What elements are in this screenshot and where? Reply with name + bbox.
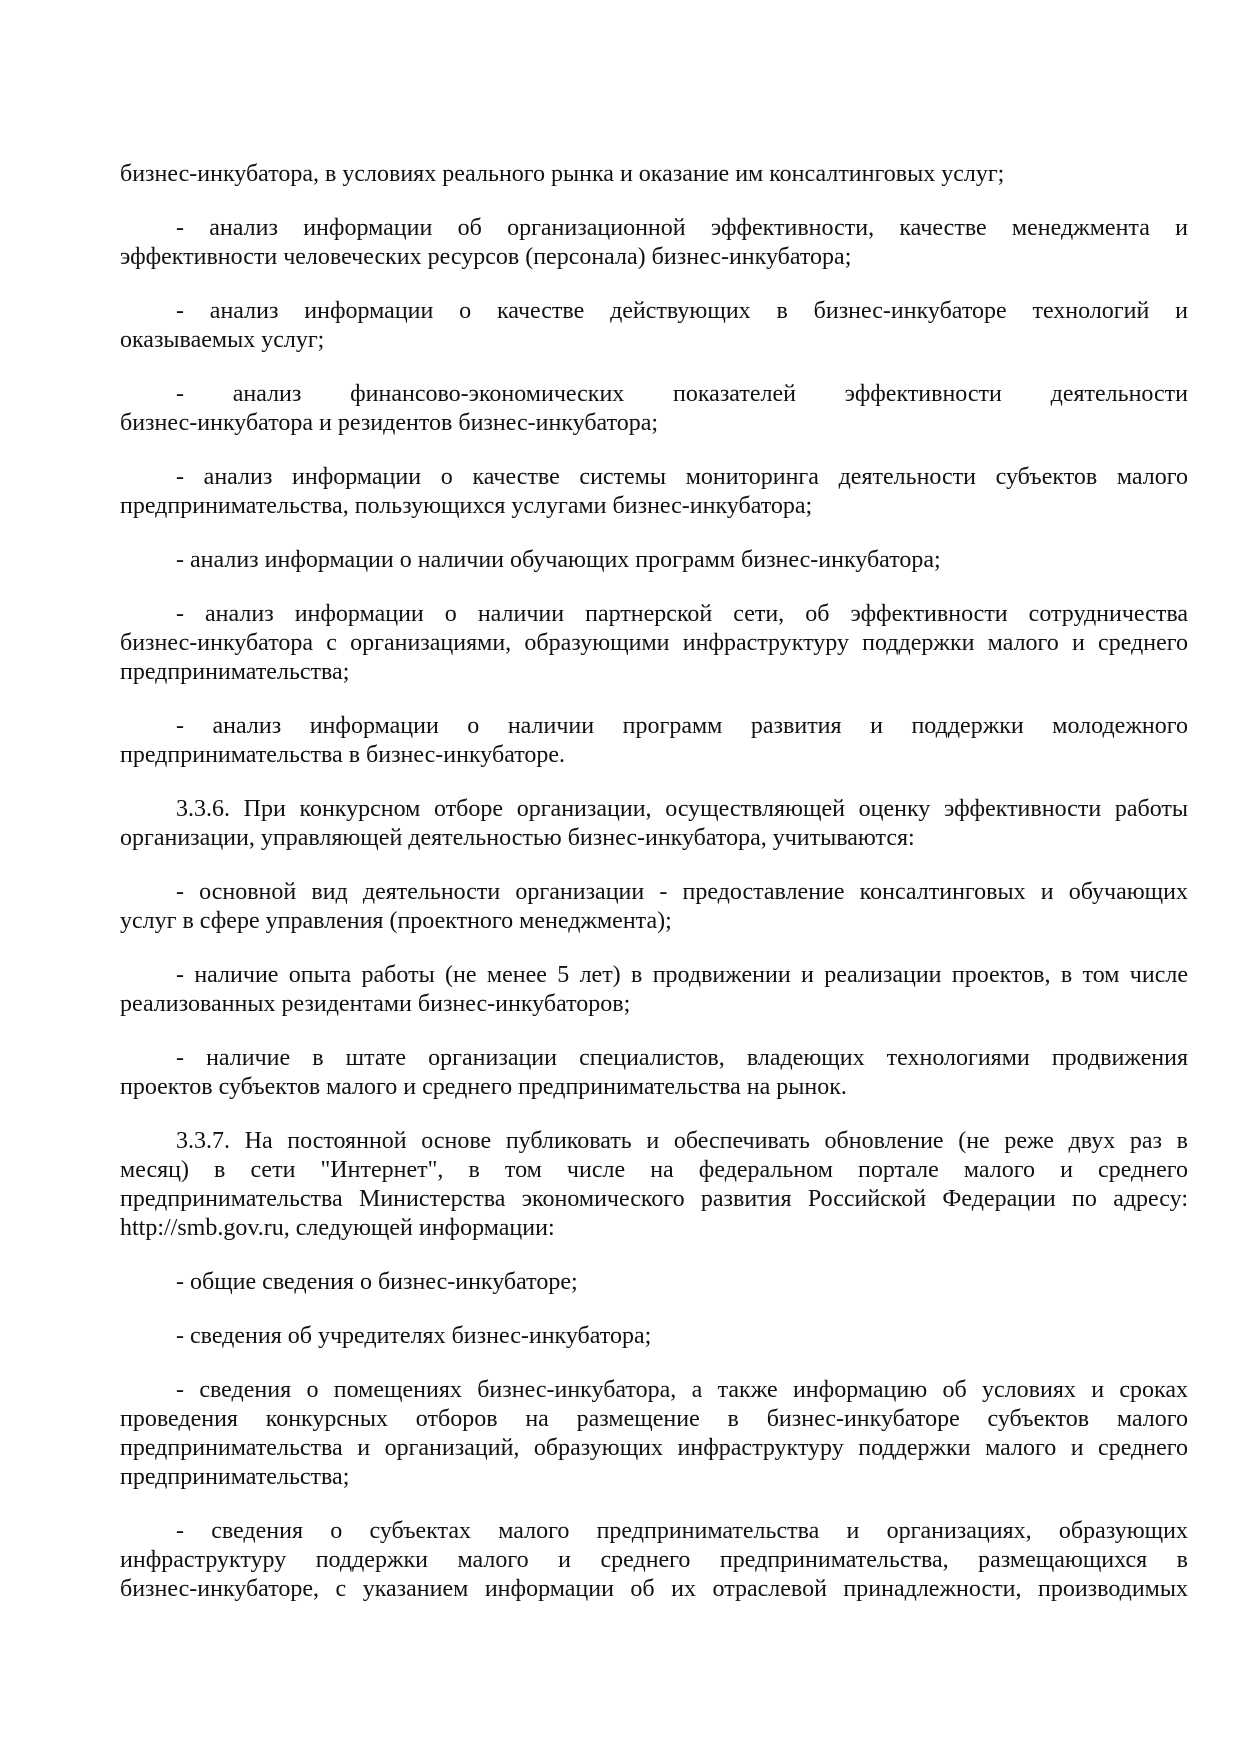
text-line: - анализ информации о качестве действующих в бизнес-инкубаторе технологий и (176, 298, 1188, 324)
paragraph (120, 380, 1188, 438)
text-line: месяц) в сети "Интернет", в том числе на федеральном портале малого и среднего (120, 1157, 1188, 1183)
paragraph (120, 712, 1188, 770)
paragraph (120, 160, 1188, 189)
text-line: предпринимательства, пользующихся услугами бизнес-инкубатора; (120, 493, 813, 519)
text-line: - сведения о субъектах малого предпринимательства и организациях, образующих (176, 1518, 1188, 1544)
text-line: предпринимательства; (120, 659, 350, 685)
paragraph (120, 1376, 1188, 1492)
text-line: - сведения о помещениях бизнес-инкубатора, а также информацию об условиях и сроках (176, 1377, 1188, 1403)
paragraph (120, 1127, 1188, 1243)
text-line: бизнес-инкубатора с организациями, образующими инфраструктуру поддержки малого и среднего (120, 630, 1188, 656)
paragraph (120, 463, 1188, 521)
paragraph (120, 961, 1188, 1019)
paragraph (120, 1322, 1188, 1351)
paragraph (120, 297, 1188, 355)
text-line: предпринимательства в бизнес-инкубаторе. (120, 742, 566, 768)
text-line: - анализ финансово-экономических показателей эффективности деятельности (176, 381, 1188, 407)
text-line: - основной вид деятельности организации - предоставление консалтинговых и обучающих (176, 879, 1188, 905)
text-line: - общие сведения о бизнес-инкубаторе; (176, 1269, 578, 1295)
text-line: - наличие опыта работы (не менее 5 лет) в продвижении и реализации проектов, в том числе (176, 962, 1188, 988)
text-line: http://smb.gov.ru, следующей информации: (120, 1215, 555, 1241)
text-line: предпринимательства; (120, 1464, 350, 1490)
paragraph (120, 1517, 1188, 1604)
paragraph (120, 1044, 1188, 1102)
text-line: 3.3.6. При конкурсном отборе организации, осуществляющей оценку эффективности работы (176, 796, 1188, 822)
text-line: организации, управляющей деятельностью бизнес-инкубатора, учитываются: (120, 825, 915, 851)
paragraph (120, 795, 1188, 853)
text-line: бизнес-инкубатора, в условиях реального рынка и оказание им консалтинговых услуг; (120, 161, 1005, 187)
document-page (120, 160, 1188, 1629)
text-line: - анализ информации о качестве системы мониторинга деятельности субъектов малого (176, 464, 1188, 490)
paragraph (120, 546, 1188, 575)
text-line: эффективности человеческих ресурсов (персонала) бизнес-инкубатора; (120, 244, 852, 270)
text-line: бизнес-инкубаторе, с указанием информации об их отраслевой принадлежности, производимых (120, 1576, 1188, 1602)
paragraph (120, 878, 1188, 936)
text-line: 3.3.7. На постоянной основе публиковать и обеспечивать обновление (не реже двух раз в (176, 1128, 1188, 1154)
paragraph (120, 1268, 1188, 1297)
text-line: инфраструктуру поддержки малого и среднего предпринимательства, размещающихся в (120, 1547, 1188, 1573)
text-line: оказываемых услуг; (120, 327, 325, 353)
text-line: - анализ информации о наличии обучающих программ бизнес-инкубатора; (176, 547, 941, 573)
text-line: - сведения об учредителях бизнес-инкубатора; (176, 1323, 652, 1349)
text-line: реализованных резидентами бизнес-инкубаторов; (120, 991, 631, 1017)
paragraph (120, 214, 1188, 272)
paragraph (120, 600, 1188, 687)
text-line: - анализ информации о наличии партнерской сети, об эффективности сотрудничества (176, 601, 1188, 627)
text-line: услуг в сфере управления (проектного менеджмента); (120, 908, 672, 934)
text-line: проведения конкурсных отборов на размещение в бизнес-инкубаторе субъектов малого (120, 1406, 1188, 1432)
text-line: предпринимательства и организаций, образующих инфраструктуру поддержки малого и среднего (120, 1435, 1188, 1461)
text-line: бизнес-инкубатора и резидентов бизнес-инкубатора; (120, 410, 659, 436)
text-line: предпринимательства Министерства экономического развития Российской Федерации по адресу: (120, 1186, 1188, 1212)
text-line: - анализ информации об организационной эффективности, качестве менеджмента и (176, 215, 1188, 241)
text-line: проектов субъектов малого и среднего предпринимательства на рынок. (120, 1074, 847, 1100)
text-line: - наличие в штате организации специалистов, владеющих технологиями продвижения (176, 1045, 1188, 1071)
text-line: - анализ информации о наличии программ развития и поддержки молодежного (176, 713, 1188, 739)
